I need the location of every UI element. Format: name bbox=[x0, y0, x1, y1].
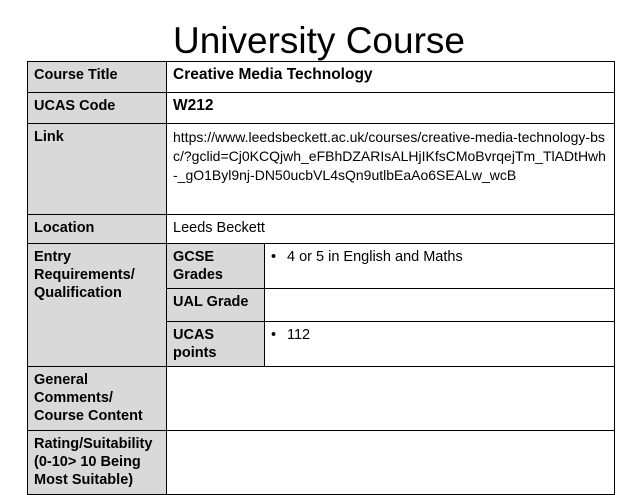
table-row-location bbox=[28, 215, 615, 244]
course-link[interactable]: https://www.leedsbeckett.ac.uk/courses/creative-media-technology-bsc/?gclid=Cj0KCQjwh_eFBhDZARIsALHjIKfsCMoBvrqejTm_TlADtHwh-_gO1Byl9nj-DN50ucbVL4sQn9utlbEaAo6SEALw_wcB bbox=[173, 129, 606, 183]
link-cell bbox=[167, 124, 615, 215]
course-title-label: Course Title bbox=[28, 62, 167, 93]
table-row-course-title bbox=[28, 62, 615, 93]
table-row-ucas-code bbox=[28, 93, 615, 124]
gcse-grades-value: 4 or 5 in English and Maths bbox=[287, 249, 463, 265]
rating-value bbox=[167, 431, 615, 495]
ucas-points-value: 112 bbox=[287, 327, 311, 343]
ucas-points-cell bbox=[265, 322, 615, 367]
bullet-icon: • bbox=[271, 327, 277, 343]
bullet-icon: • bbox=[271, 249, 277, 265]
ual-grade-value bbox=[265, 289, 615, 322]
page-title: University Course bbox=[173, 20, 465, 61]
ucas-code-value: W212 bbox=[167, 93, 615, 124]
rating-label: Rating/Suitability (0-10> 10 Being Most Suitable) bbox=[28, 431, 167, 495]
table-row-gcse bbox=[28, 244, 615, 289]
table-row-rating bbox=[28, 431, 615, 495]
comments-value bbox=[167, 367, 615, 431]
gcse-grades-cell bbox=[265, 244, 615, 289]
course-info-table bbox=[27, 61, 615, 495]
course-title-value: Creative Media Technology bbox=[167, 62, 615, 93]
ual-grade-label: UAL Grade bbox=[167, 289, 265, 322]
table-row-comments bbox=[28, 367, 615, 431]
location-label: Location bbox=[28, 215, 167, 244]
gcse-grades-label: GCSE Grades bbox=[167, 244, 265, 289]
ucas-points-label: UCAS points bbox=[167, 322, 265, 367]
comments-label: General Comments/ Course Content bbox=[28, 367, 167, 431]
location-value: Leeds Beckett bbox=[167, 215, 615, 244]
ucas-code-label: UCAS Code bbox=[28, 93, 167, 124]
table-row-link bbox=[28, 124, 615, 215]
entry-requirements-label: Entry Requirements/ Qualification bbox=[28, 244, 167, 367]
link-label: Link bbox=[28, 124, 167, 215]
